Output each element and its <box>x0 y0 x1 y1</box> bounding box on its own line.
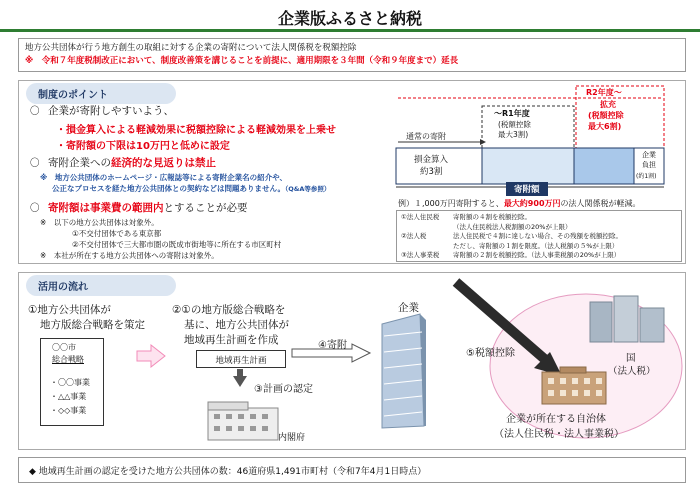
r2-bar <box>574 148 634 184</box>
example-row <box>401 242 677 252</box>
kuni-label-2: （法人税） <box>608 366 656 377</box>
r1-sub-1: (税額控除 <box>498 120 531 129</box>
point-3-mark: 〇 <box>30 203 40 214</box>
example-row-desc: （法人住民税法人税割額の20%が上限） <box>453 222 572 231</box>
normal-label: 通常の寄附 <box>406 132 446 141</box>
r1-sub-2: 最大3割) <box>498 130 529 139</box>
step-1-line-1: ①地方公共団体が <box>28 304 111 316</box>
cabinet-label: 内閣府 <box>278 433 306 443</box>
doc-title-2: 総合戦略 <box>52 355 84 364</box>
local-building-icon <box>540 366 610 406</box>
step-3: ③計画の認定 <box>254 384 313 395</box>
example-row <box>401 223 677 233</box>
footer-box <box>18 457 686 483</box>
sonkin-label-2: 約3割 <box>420 167 443 177</box>
kuni-buildings-icon <box>588 294 668 344</box>
pink-arrow-icon <box>136 344 166 368</box>
flow-header: 活用の流れ <box>26 275 176 296</box>
point-1-sub-2: ・寄附額の下限は10万円と低めに設定 <box>56 141 230 152</box>
plan-box: 地域再生計画 <box>196 350 286 368</box>
burden-label-1: 企業 <box>642 151 656 159</box>
example-row <box>401 232 677 242</box>
point-2-mark: 〇 <box>30 158 40 169</box>
example-row-tax <box>401 242 453 252</box>
burden-label-2: 負担 <box>642 161 656 169</box>
example-row-desc: 法人住民税で４割に達しない場合、その残額を税額控除。 <box>453 232 622 240</box>
intro-box <box>18 38 686 72</box>
r2-sub-1: 拡充 <box>600 100 616 109</box>
kuni-label-1: 国 <box>626 353 636 364</box>
example-row-tax: ③法人事業税 <box>401 251 440 259</box>
example-row <box>401 213 677 223</box>
r1-label: ～R1年度 <box>494 109 530 118</box>
step-1-line-2: 地方版総合戦略を策定 <box>40 319 145 331</box>
example-row-tax <box>401 223 453 233</box>
step-5: ⑤税額控除 <box>466 348 515 359</box>
sonkin-label-1: 損金算入 <box>414 155 449 165</box>
point-2-note-2: 公正なプロセスを経た地方公共団体との契約などは問題ありません。（Q&A等参照） <box>52 184 331 193</box>
local-label-2: （法人住民税・法人事業税） <box>494 429 624 440</box>
footer-text: 地域再生計画の認定を受けた地方公共団体の数：46道府県1,491市町村（令和7年4月1日時点） <box>38 467 427 477</box>
example-row <box>401 251 677 261</box>
step-4: ④寄附 <box>318 340 347 351</box>
step-2-line-2: 基に、地方公共団体が <box>184 319 289 331</box>
approve-arrow-icon <box>230 368 250 388</box>
cabinet-building-icon <box>206 398 286 442</box>
example-line: 例）１,000万円寄附すると、最大約900万円の法人関係税が軽減。 <box>398 199 641 208</box>
note-b: ①不交付団体である東京都 <box>72 229 162 238</box>
r2-label: R2年度～ <box>586 88 622 97</box>
normal-arrow-head <box>480 139 486 145</box>
step-2-line-3: 地域再生計画を作成 <box>184 334 279 346</box>
company-label: 企業 <box>398 302 419 314</box>
page-title: 企業版ふるさと納税 <box>277 9 422 28</box>
burden-label-3: (約1割) <box>636 173 657 180</box>
r2-sub-2: (税額控除 <box>588 111 624 120</box>
r1-bar <box>482 148 574 184</box>
example-rows <box>401 213 677 261</box>
point-1-mark: 〇 <box>30 106 40 117</box>
example-table <box>396 210 682 262</box>
point-1-sub-1: ・損金算入による軽減効果に税額控除による軽減効果を上乗せ <box>56 125 336 136</box>
step-2-line-1: ②①の地方版総合戦略を <box>172 304 286 316</box>
example-row-tax: ①法人住民税 <box>401 213 440 221</box>
doc-title-1: 〇〇市 <box>52 343 76 352</box>
example-row-desc: 寄附額の２割を税額控除。（法人事業税額の20%が上限） <box>453 251 621 259</box>
kifu-gaku-label: 寄附額 <box>506 182 548 196</box>
company-building-icon <box>378 312 428 432</box>
point-2-note-1: ※ 地方公共団体のホームページ・広報誌等による寄附企業名の紹介や、 <box>40 173 287 182</box>
note-a: ※ 以下の地方公共団体は対象外。 <box>40 218 159 227</box>
point-3-text: 寄附額は事業費の範囲内とすることが必要 <box>48 202 248 214</box>
local-label-1: 企業が所在する自治体 <box>506 414 606 425</box>
footer-bullet: ◆ <box>29 467 36 477</box>
r2-sub-3: 最大6割) <box>588 122 622 131</box>
example-row-desc: ただし、寄附額の１割を限度。（法人税額の５%が上限） <box>453 241 619 250</box>
point-1-text: 企業が寄附しやすいよう、 <box>48 105 174 117</box>
example-row-tax: ②法人税 <box>401 232 427 240</box>
doc-item-1: ・〇〇事業 <box>50 378 90 387</box>
intro-line-1: 地方公共団体が行う地方創生の取組に対する企業の寄附について法人関係税を税額控除 <box>25 43 357 53</box>
point-2-text: 寄附企業への経済的な見返りは禁止 <box>48 157 216 169</box>
example-row-desc: 寄附額の４割を税額控除。 <box>453 213 531 221</box>
intro-line-2: ※ 令和７年度税制改正において、制度改善策を講じることを前提に、適用期限を３年間（令和９年度まで）延長 <box>25 56 459 66</box>
points-header: 制度のポイント <box>26 83 176 104</box>
doc-item-2: ・△△事業 <box>50 392 87 401</box>
note-d: ※ 本社が所在する地方公共団体への寄附は対象外。 <box>40 251 219 260</box>
note-c: ②不交付団体で三大都市圏の既成市街地等に所在する市区町村 <box>72 240 282 249</box>
doc-item-3: ・◇◇事業 <box>50 406 87 415</box>
